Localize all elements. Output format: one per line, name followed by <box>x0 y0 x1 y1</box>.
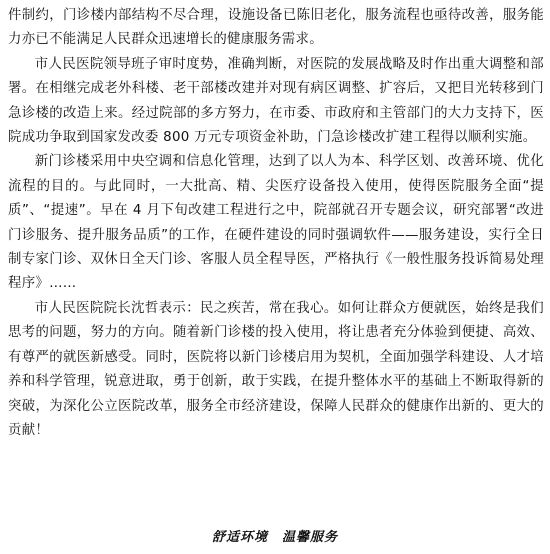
photo-caption <box>0 526 550 545</box>
paragraph-leadership-decision: 市人民医院领导班子审时度势，准确判断，对医院的发展战略及时作出重大调整和部署。在相继完成老外科楼、老干部楼改建并对现有病区调整、扩容后，又把目光转移到门急诊楼的改造上来。经过院部的多方努力，在市委、市政府和主管部门的大力支持下，医院成功争取到国家发改委 800 万元专项资金补助，门急诊楼改扩建工程得以顺利实施。 <box>8 56 544 146</box>
paragraph-president-statement: 市人民医院院长沈哲表示：民之疾苦，常在我心。如何让群众方便就医，始终是我们思考的问题，努力的方向。随着新门诊楼的投入使用，将让患者充分体验到便捷、高效、有尊严的就医新感受。同时，医院将以新门诊楼启用为契机，全面加强学科建设、人才培养和科学管理，锐意进取，勇于创新，敢于实践，在提升整体水平的基础上不断取得新的突破，为深化公立医院改革，服务全市经济建设，保障人民群众的健康作出新的、更大的贡献！ <box>8 300 544 438</box>
paragraph-new-outpatient-building: 新门诊楼采用中央空调和信息化管理，达到了以人为本、科学区划、改善环境、优化流程的目的。与此同时，一大批高、精、尖医疗设备投入使用，使得医院服务全面“提质”、“提速”。早在 4 月下旬改建工程进行之中，院部就召开专题会议，研究部署“改进门诊服务、提升服务品质”的工作，在硬件建设的同时强调软件——服务建设，实行全日制专家门诊、双休日全天门诊、客服人员全程导医，严格执行《一般性服务投诉简易处理程序》…… <box>8 154 544 292</box>
caption-left: 舒适环境 <box>211 530 268 545</box>
article-body <box>8 4 544 443</box>
paragraph-continuation: 件制约，门诊楼内部结构不尽合理，设施设备已陈旧老化，服务流程也亟待改善，服务能力亦已不能满足人民群众迅速增长的健康服务需求。 <box>8 8 544 48</box>
caption-right: 温馨服务 <box>282 530 339 545</box>
